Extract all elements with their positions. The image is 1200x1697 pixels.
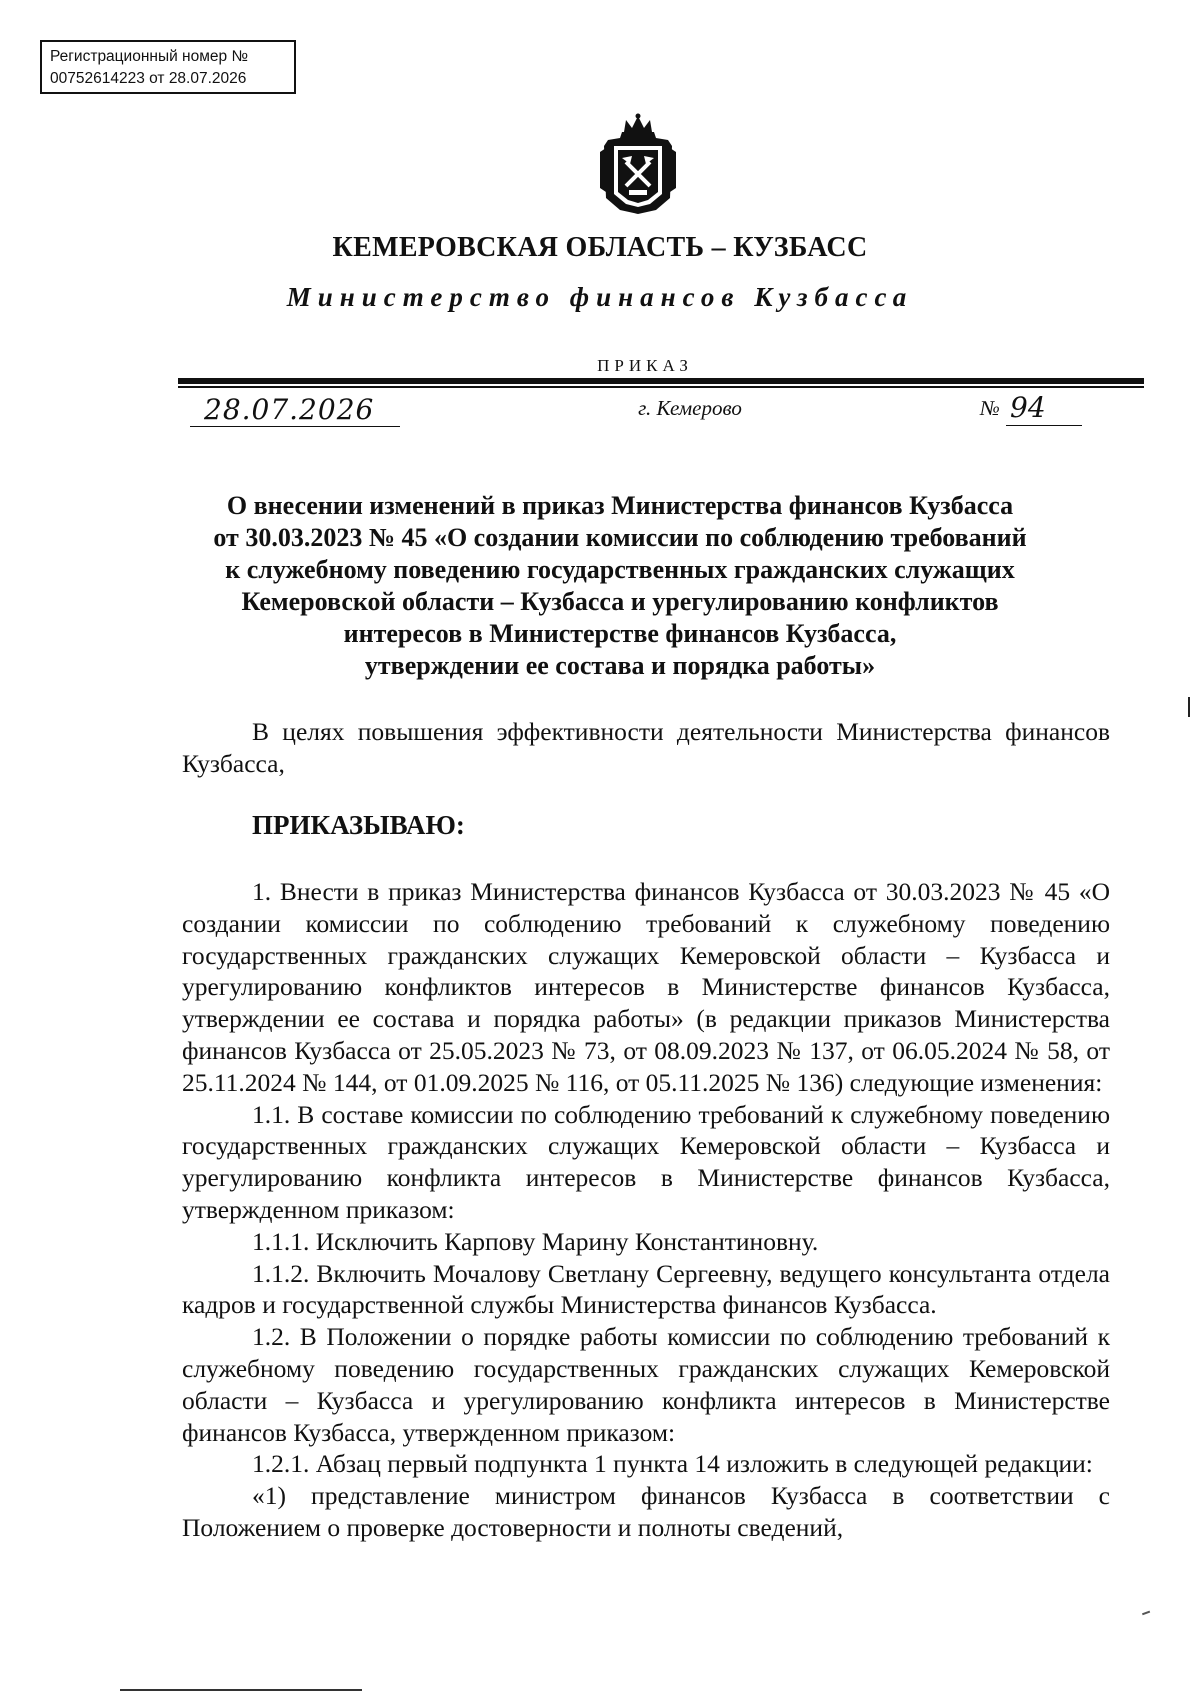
region-name: КЕМЕРОВСКАЯ ОБЛАСТЬ – КУЗБАСС	[332, 232, 868, 263]
registration-line-2: 00752614223 от 28.07.2026	[50, 70, 247, 87]
kuzbass-coat-of-arms-icon	[596, 112, 680, 216]
body-paragraph: 1.2.1. Абзац первый подпункта 1 пункта 14 изложить в следующей редакции:	[252, 1449, 1093, 1479]
registration-box	[40, 40, 296, 94]
ministry-name: Министерство финансов Кузбасса	[286, 282, 914, 312]
body-paragraph: 1.1.2. Включить Мочалову Светлану Сергеевну, ведущего консультанта отдела кадров и государственной службы Министерства финансов Кузбасса.	[182, 1258, 1110, 1320]
body-paragraph: 1.2. В Положении о порядке работы комиссии по соблюдению требований к служебному поведению государственных гражданских служащих Кемеровской области – Кузбасса и урегулированию конфликта интересов в Министерстве финансов Кузбасса, утвержденном приказом:	[182, 1322, 1110, 1447]
scan-speck	[1142, 1611, 1150, 1615]
scan-edge-mark	[1188, 697, 1190, 717]
order-city: г. Кемерово	[638, 396, 742, 420]
body-paragraph: «1) представление министром финансов Кузбасса в соответствии с Положением о проверке достоверности и полноты сведений,	[182, 1481, 1110, 1542]
order-word: ПРИКАЗЫВАЮ:	[252, 810, 465, 840]
order-number: 94	[1006, 391, 1082, 426]
order-number-prefix: №	[980, 396, 1000, 420]
body-paragraph: 1.1. В составе комиссии по соблюдению требований к служебному поведению государственных гражданских служащих Кемеровской области – Кузбасса и урегулированию конфликта интересов в Министерстве финансов Кузбасса, утвержденном приказом:	[182, 1099, 1110, 1224]
title-line: Кемеровской области – Кузбасса и урегулированию конфликтов	[241, 587, 999, 616]
order-date: 28.07.2026	[190, 393, 400, 427]
header-rule-thick	[178, 378, 1144, 384]
body-paragraph: 1. Внести в приказ Министерства финансов Кузбасса от 30.03.2023 № 45 «О создании комиссии по соблюдению требований к служебному поведению государственных гражданских служащих Кемеровской области – Кузбасса и урегулированию конфликтов интересов в Министерстве финансов Кузбасса, утверждении ее состава и порядка работы» (в редакции приказов Министерства финансов Кузбасса от 25.05.2023 № 73, от 08.09.2023 № 137, от 06.05.2024 № 58, от 25.11.2024 № 144, от 01.09.2025 № 116, от 05.11.2025 № 136) следующие изменения:	[182, 877, 1110, 1097]
document-type: ПРИКАЗ	[597, 356, 693, 375]
header-rule-thin	[178, 386, 1144, 388]
preamble-block	[182, 716, 1110, 780]
title-line: интересов в Министерстве финансов Кузбасса,	[343, 619, 897, 648]
preamble-paragraph: В целях повышения эффективности деятельности Министерства финансов Кузбасса,	[182, 717, 1110, 778]
order-body	[182, 876, 1110, 1544]
order-title	[170, 490, 1070, 682]
title-line: О внесении изменений в приказ Министерства финансов Кузбасса	[226, 491, 1014, 520]
footer-rule	[120, 1689, 362, 1691]
registration-line-1: Регистрационный номер №	[50, 48, 249, 65]
body-paragraph: 1.1.1. Исключить Карпову Марину Константиновну.	[252, 1226, 819, 1256]
title-line: утверждении ее состава и порядка работы»	[364, 651, 876, 680]
title-line: от 30.03.2023 № 45 «О создании комиссии по соблюдению требований	[213, 523, 1027, 552]
title-line: к служебному поведению государственных гражданских служащих	[225, 555, 1015, 584]
